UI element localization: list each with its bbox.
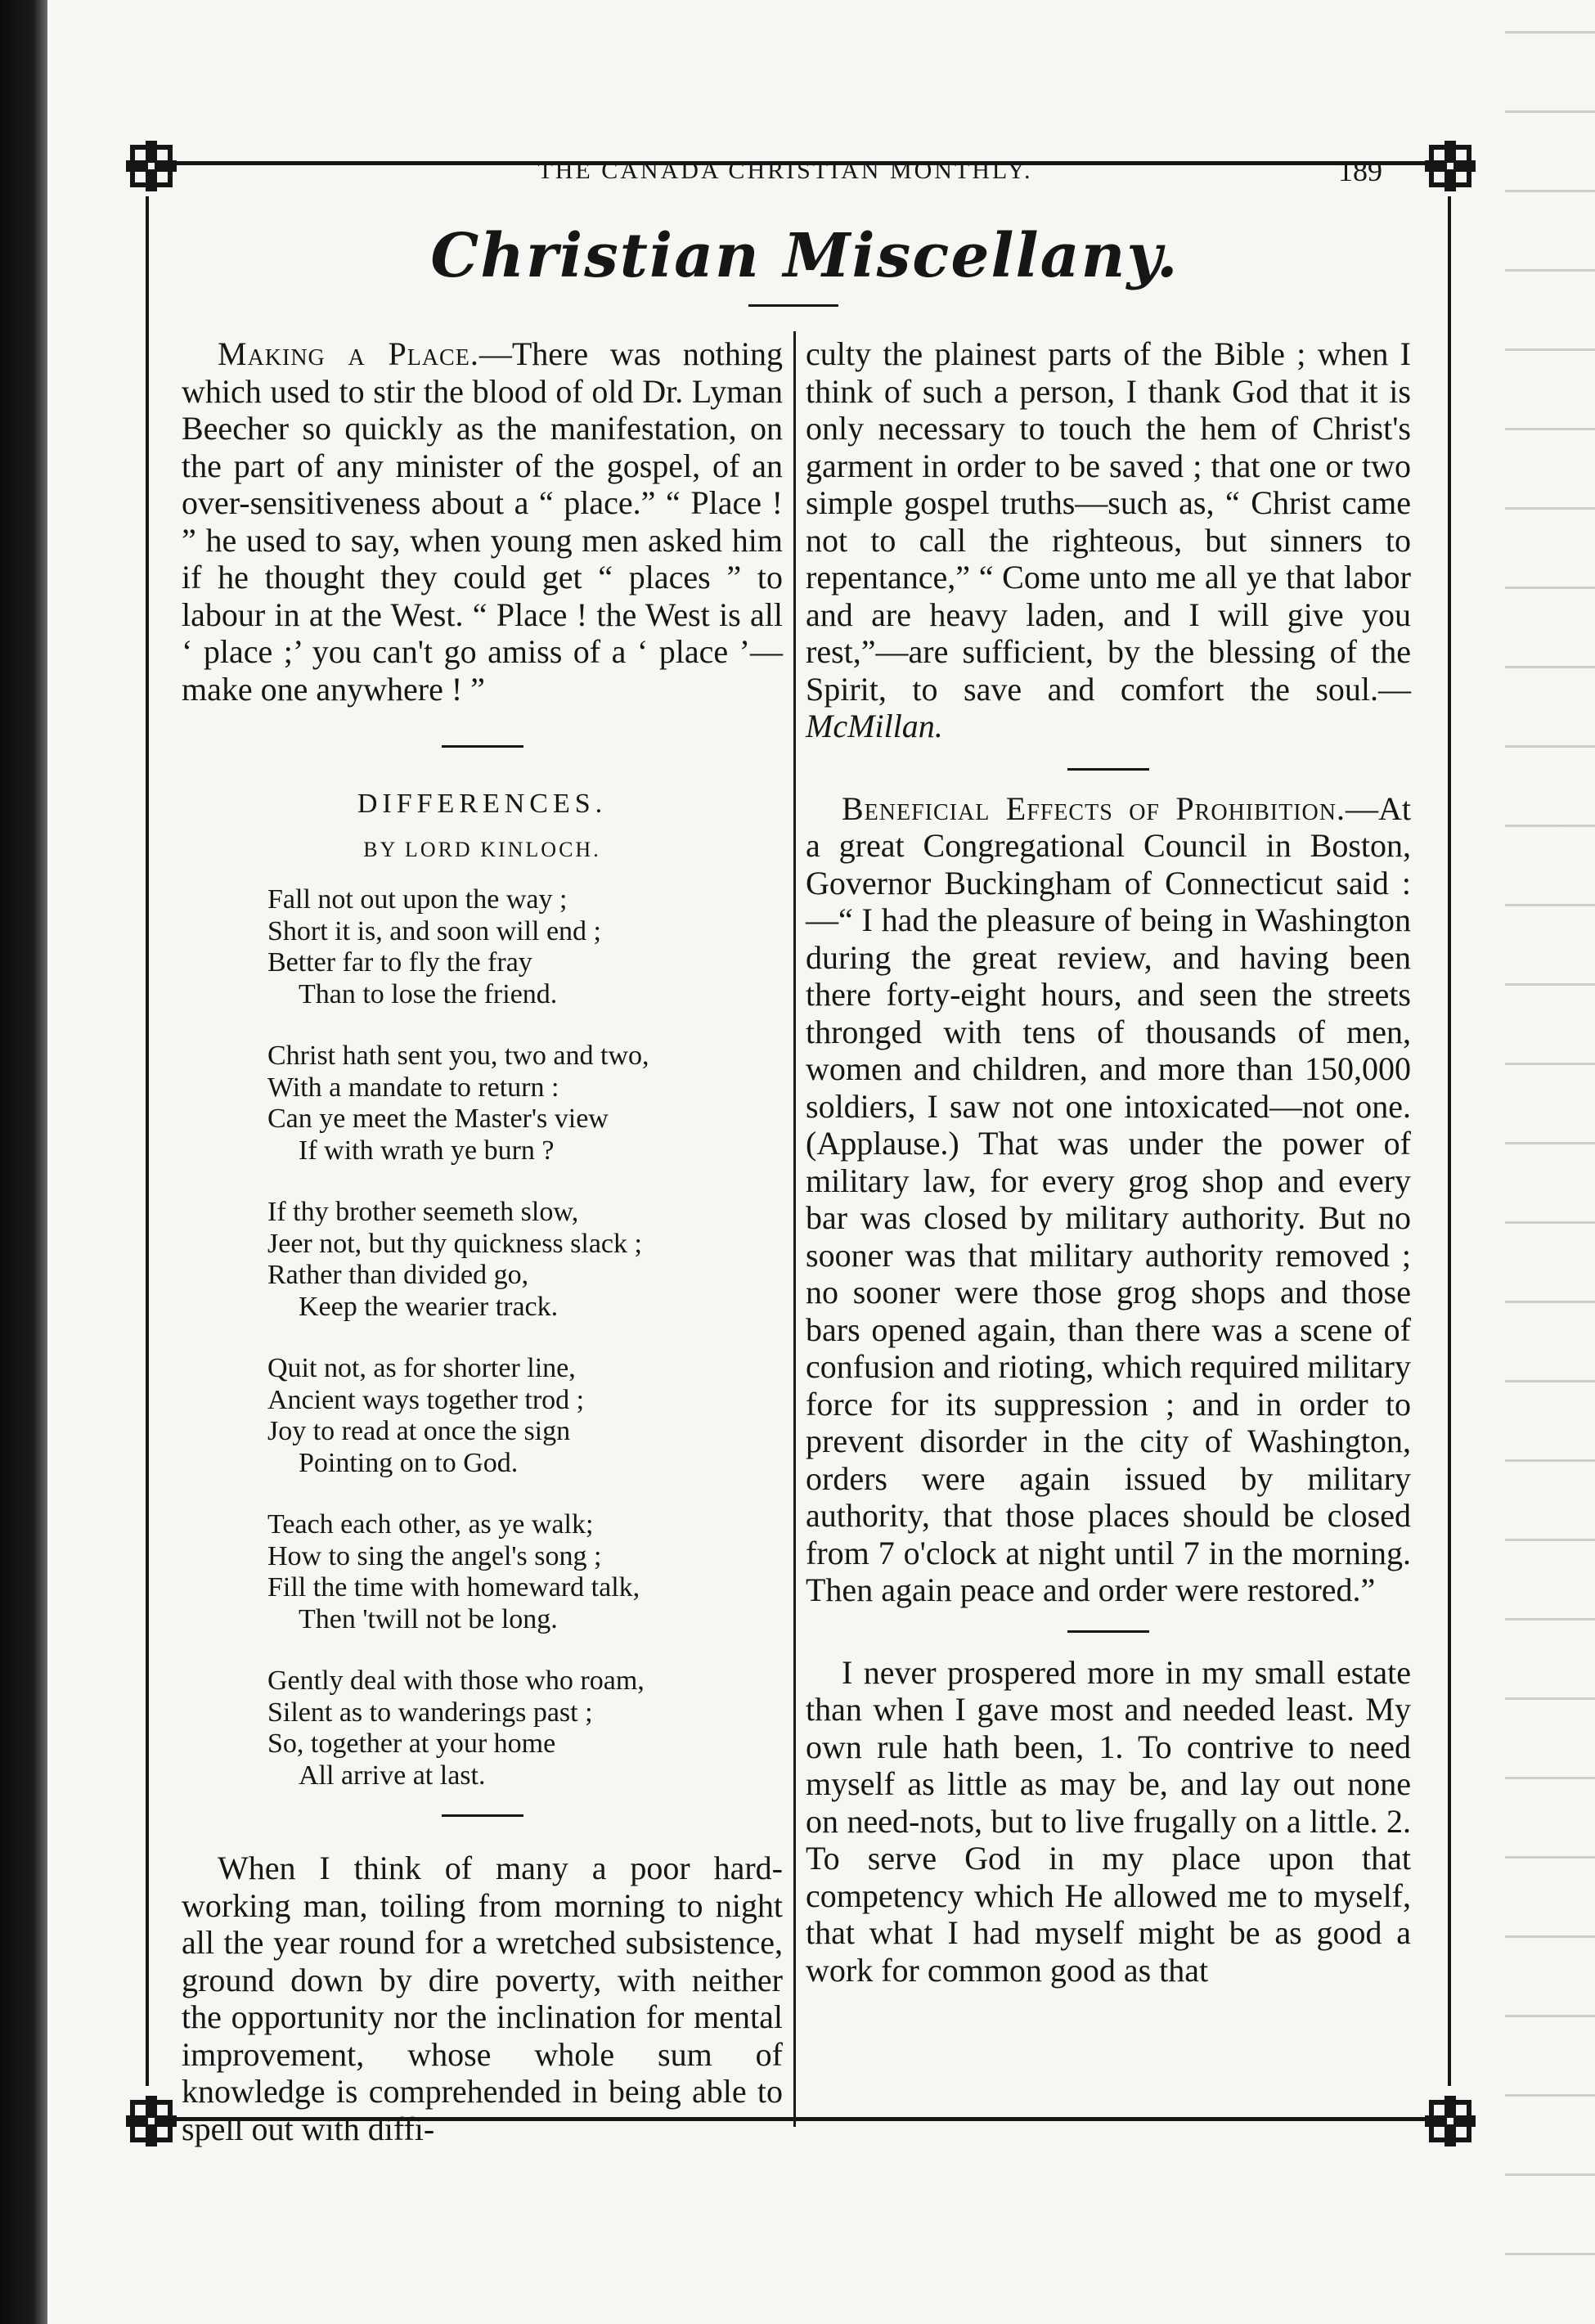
poem-line: Ancient ways together trod ; bbox=[267, 1384, 585, 1415]
section-title: Christian Miscellany. bbox=[430, 221, 1179, 291]
right-column bbox=[806, 335, 1411, 1989]
frame-left-rule bbox=[146, 196, 149, 2086]
left-column bbox=[182, 335, 783, 2147]
poem-line: Pointing on to God. bbox=[299, 1447, 519, 1478]
poem-line: Teach each other, as ye walk; bbox=[267, 1509, 594, 1540]
poem-line: If with wrath ye burn ? bbox=[299, 1135, 555, 1166]
corner-ornament-top-left bbox=[123, 137, 180, 195]
article-prosperity: I never prospered more in my small estate than when I gave most and needed least. My own rule hath been, 1. To contrive to need myself as little as may be, and lay out none on need-nots, but to live frugally on a little. 2. To serve God in my place upon that competency which He allowed me to myself, that what I had myself might be as good a work for common good as that bbox=[806, 1653, 1411, 1989]
article-prohibition bbox=[806, 790, 1411, 1609]
article-body: culty the plainest parts of the Bible ; when I think of such a person, I thank God that it is only necessary to touch the hem of Christ's garment in order to be saved ; that one or two simple gospel truths—such as, “ Christ came not to call the righteous, but sinners to repentance,” “ Come unto me all ye that labor and are heavy laden, and I will give you rest,”—are sufficient, by the blessing of the Spirit, to save and comfort the soul.— bbox=[806, 335, 1411, 708]
column-divider bbox=[793, 331, 796, 2127]
book-spine-shadow bbox=[0, 0, 47, 2324]
article-attribution: McMillan. bbox=[806, 708, 943, 744]
poem-line: Gently deal with those who roam, bbox=[267, 1665, 645, 1696]
running-head: THE CANADA CHRISTIAN MONTHLY. bbox=[537, 157, 1033, 184]
poem-stanza bbox=[267, 1509, 783, 1635]
frame-right-rule bbox=[1448, 196, 1451, 2086]
poem-byline: BY LORD KINLOCH. bbox=[363, 837, 601, 861]
poem-stanza bbox=[267, 884, 783, 1010]
poem-line: Than to lose the friend. bbox=[299, 978, 558, 1009]
poem-stanza bbox=[267, 1041, 783, 1166]
poem-line: All arrive at last. bbox=[299, 1760, 486, 1791]
poem-line: Fall not out upon the way ; bbox=[267, 884, 568, 915]
poem-line: Fill the time with homeward talk, bbox=[267, 1572, 640, 1603]
article-lead: Beneficial Effects of Prohibition. bbox=[842, 789, 1346, 827]
separator-rule bbox=[442, 1814, 523, 1817]
poem-line: With a mandate to return : bbox=[267, 1072, 559, 1103]
poem-line: If thy brother seemeth slow, bbox=[267, 1197, 579, 1227]
article-body: —At a great Congregational Council in Boston, Governor Buckingham of Connecticut said :—“ I had the pleasure of being in Washington during the great review, and having been there forty-eight hours, and seen the streets thronged with tens of thousands of men, women and children, and more than 150,000 soldiers, I saw not one intoxicated—not one. (Applause.) That was under the power of military law, for every grog shop and every bar was closed by military authority. But no sooner was that military authority removed ; no sooner were those grog shops and those bars opened again, than there was a scene of confusion and rioting, which required military force for its suppression ; and in order to prevent disorder in the city of Washington, orders were again issued by military authority, that those places should be closed from 7 o'clock at night until 7 in the morning. Then again peace and order were restored.” bbox=[806, 789, 1411, 1608]
poem-line: How to sing the angel's song ; bbox=[267, 1540, 602, 1571]
page-edge-noise bbox=[1505, 0, 1595, 2324]
poem-line: Christ hath sent you, two and two, bbox=[267, 1041, 649, 1071]
poem-line: Then 'twill not be long. bbox=[299, 1603, 558, 1634]
corner-ornament-top-right bbox=[1422, 137, 1479, 195]
article-poor-man-continued bbox=[806, 335, 1411, 745]
poem-stanza bbox=[267, 1665, 783, 1791]
poem-line: Short it is, and soon will end ; bbox=[267, 915, 601, 946]
poem-line: Joy to read at once the sign bbox=[267, 1416, 571, 1446]
separator-rule bbox=[442, 745, 523, 748]
article-poor-man: When I think of many a poor hard-working man, toiling from morning to night all the year round for a wretched subsistence, ground down by dire poverty, with neither the opportunity nor the inclination for mental improvement, whose whole sum of knowledge is comprehended in being able to spell out with diffi- bbox=[182, 1850, 783, 2147]
poem-line: Keep the wearier track. bbox=[299, 1291, 559, 1322]
poem-line: Rather than divided go, bbox=[267, 1260, 529, 1290]
poem-line: Better far to fly the fray bbox=[267, 947, 532, 978]
page-number: 189 bbox=[1338, 155, 1382, 187]
poem-body bbox=[182, 884, 783, 1791]
poem-title: DIFFERENCES. bbox=[357, 789, 608, 819]
poem-line: So, together at your home bbox=[267, 1728, 556, 1759]
poem-line: Jeer not, but thy quickness slack ; bbox=[267, 1228, 642, 1259]
corner-ornament-bottom-right bbox=[1422, 2092, 1479, 2150]
poem-line: Quit not, as for shorter line, bbox=[267, 1353, 576, 1383]
article-lead: Making a Place. bbox=[218, 335, 479, 372]
poem-stanza bbox=[267, 1353, 783, 1479]
poem-line: Silent as to wanderings past ; bbox=[267, 1697, 593, 1728]
title-underline bbox=[748, 304, 838, 307]
article-body: —There was nothing which used to stir the blood of old Dr. Lyman Beecher so quickly as the manifestation, on the part of any minister of the gospel, of an over-sensitiveness about a “ place.” “ Place ! ” he used to say, when young men asked him if he thought they could get “ places ” to labour in at the West. “ Place ! the West is all ‘ place ;’ you can't go amiss of a ‘ place ’—make one anywhere ! ” bbox=[182, 335, 783, 708]
poem-stanza bbox=[267, 1197, 783, 1323]
separator-rule bbox=[1067, 1630, 1149, 1633]
article-making-a-place bbox=[182, 335, 783, 708]
corner-ornament-bottom-left bbox=[123, 2092, 180, 2150]
separator-rule bbox=[1067, 768, 1149, 771]
poem-line: Can ye meet the Master's view bbox=[267, 1104, 609, 1134]
